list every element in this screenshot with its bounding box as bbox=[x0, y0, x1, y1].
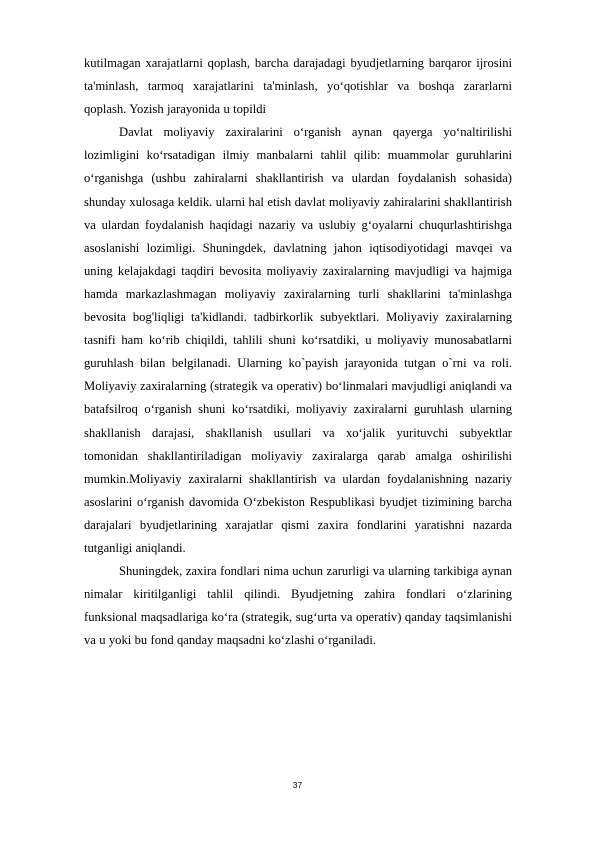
paragraph-financial-reserves-study: Davlat moliyaviy zaxiralarini o‘rganish aynan qayerga yo‘naltirilishi lozimligini ko‘rsatadigan ilmiy manbalarni tahlil qilib: muammolar guruhlarini o‘rganishga (ushbu zahiralarni shakllantirish va ulardan foydalanish sohasida) shunday xulosaga keldik. ularni hal etish davlat moliyaviy zahiralarini shakllantirish va ulardan foydalanish haqidagi nazariy va uslubiy g‘oyalarni chuqurlashtirishga asoslanishi lozimligi. Shuningdek, davlatning jahon iqtisodiyotidagi mavqei va uning kelajakdagi taqdiri bevosita moliyaviy zaxiralarning mavjudligi va hajmiga hamda markazlashmagan moliyaviy zaxiralarning turli shakllarini ta'minlashga bevosita bog'liqligi ta'kidlandi. tadbirkorlik subyektlari. Moliyaviy zaxiralarning tasnifi ham ko‘rib chiqildi, tahlili shuni ko‘rsatdiki, u moliyaviy munosabatlarni guruhlash bilan belgilanadi. Ularning ko`payish jarayonida tutgan o`rni va roli. Moliyaviy zaxiralarning (strategik va operativ) bo‘linmalari mavjudligi aniqlandi va batafsilroq o‘rganish shuni ko‘rsatdiki, moliyaviy zaxiralarni guruhlash ularning shakllanish darajasi, shakllanish usullari va xo‘jalik yurituvchi subyektlar tomonidan shakllantiriladigan moliyaviy zaxiralarga qarab amalga oshirilishi mumkin.Moliyaviy zaxiralarni shakllantirish va ulardan foydalanishning nazariy asoslarini o‘rganish davomida O‘zbekiston Respublikasi byudjet tizimining barcha darajalari byudjetlarining xarajatlar qismi zaxira fondlarini yaratishni nazarda tutganligi aniqlandi. bbox=[84, 125, 512, 555]
paragraph-continuation: kutilmagan xarajatlarni qoplash, barcha darajadagi byudjetlarning barqaror ijrosini ta'minlash, tarmoq xarajatlarini ta'minlash, yo‘qotishlar va boshqa zararlarni qoplash. Yozish jarayonida u topildi bbox=[84, 56, 512, 117]
document-page-body bbox=[84, 52, 512, 652]
paragraph-reserve-funds-purpose: Shuningdek, zaxira fondlari nima uchun zarurligi va ularning tarkibiga aynan nimalar kiritilganligi tahlil qilindi. Byudjetning zahira fondlari o‘zlarining funksional maqsadlariga ko‘ra (strategik, sug‘urta va operativ) qanday taqsimlanishi va u yoki bu fond qanday maqsadni ko‘zlashi o‘rganiladi. bbox=[84, 564, 512, 648]
page-number: 37 bbox=[292, 780, 303, 790]
